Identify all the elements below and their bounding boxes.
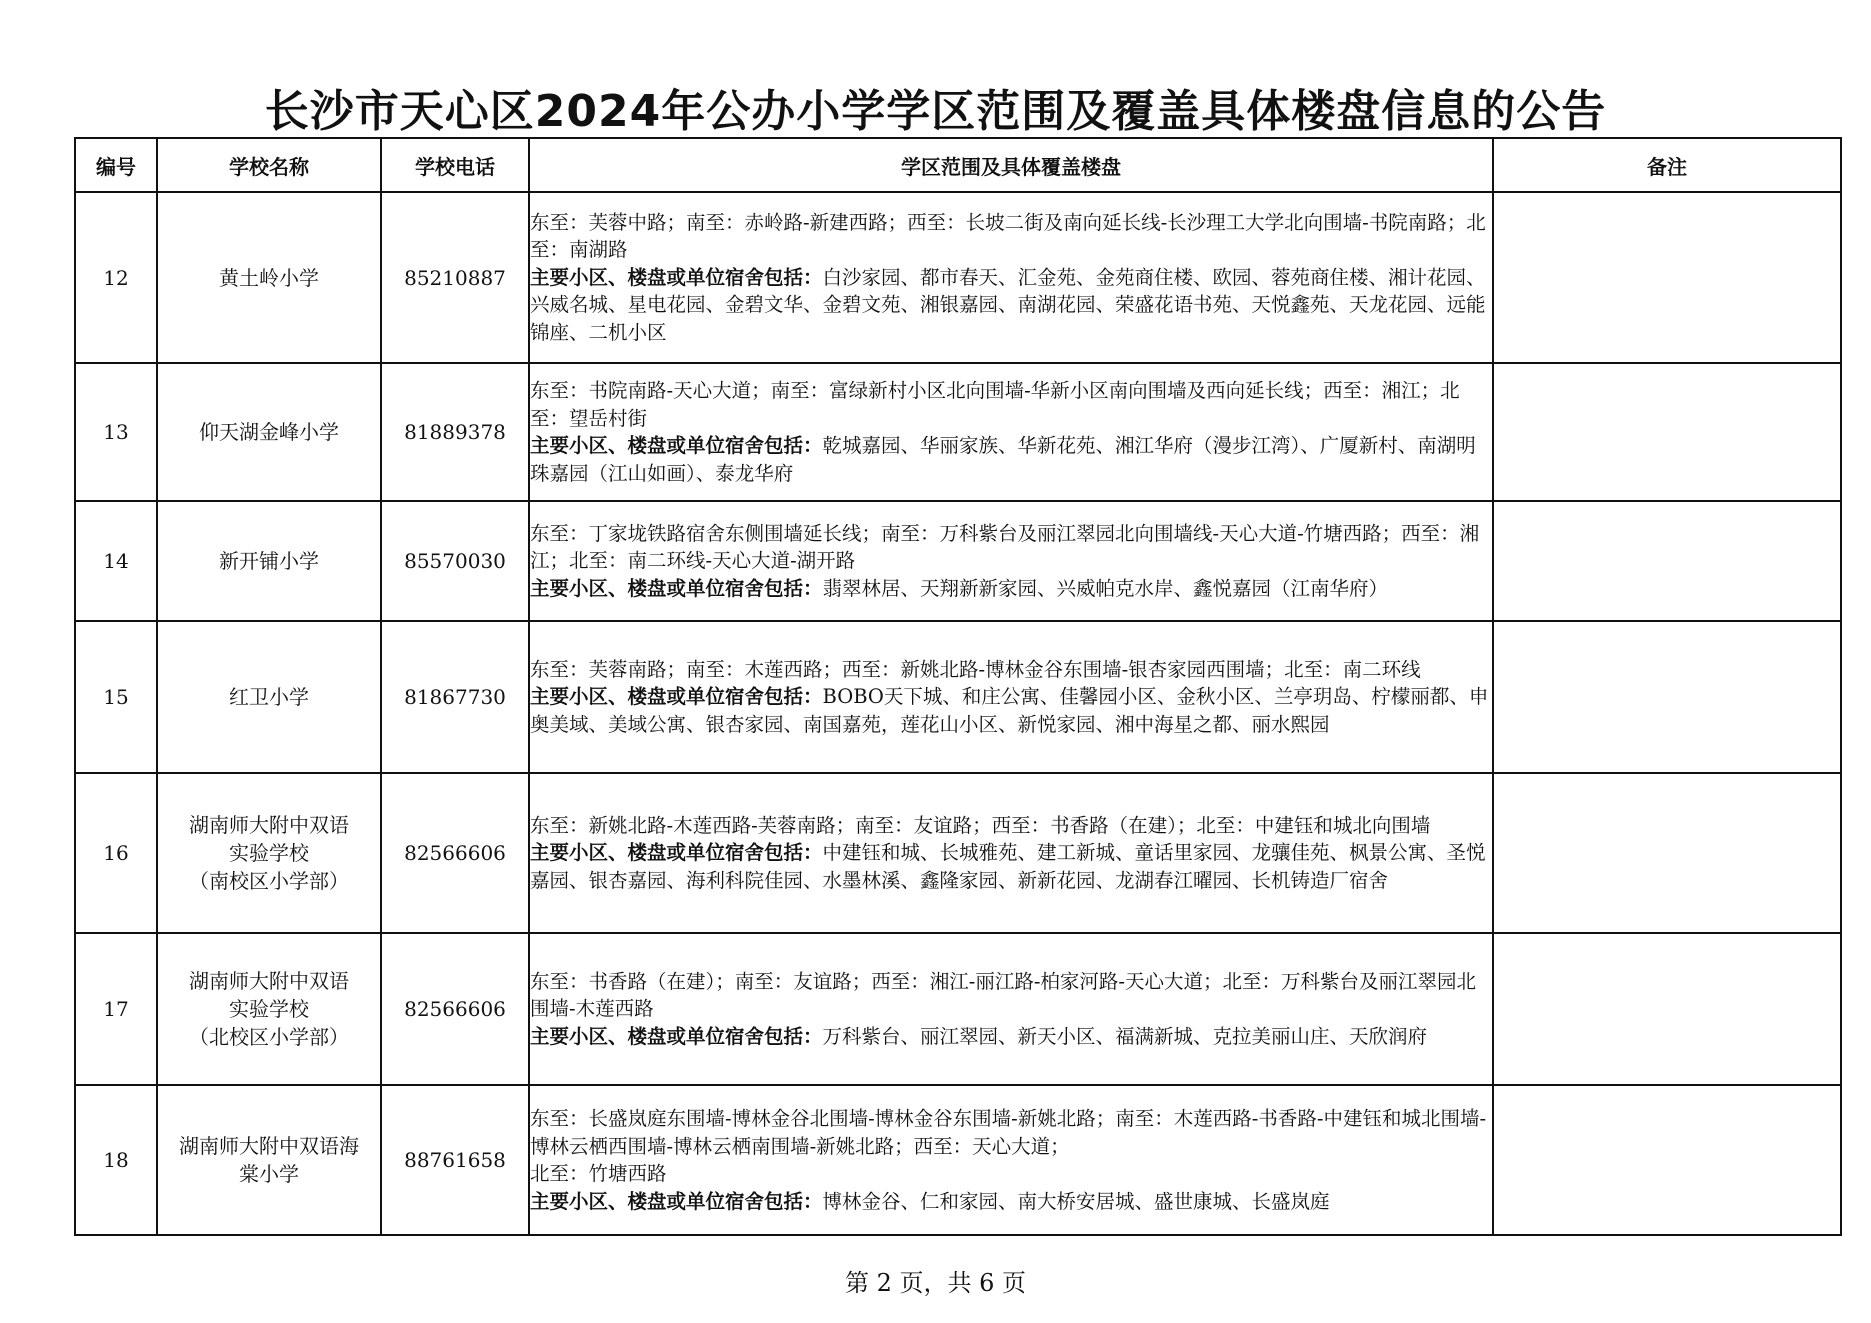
school-name-line: 红卫小学 [229, 685, 309, 709]
includes-label: 主要小区、楼盘或单位宿舍包括： [530, 1189, 823, 1213]
includes-label: 主要小区、楼盘或单位宿舍包括： [530, 434, 823, 457]
header-school-phone: 学校电话 [381, 138, 529, 192]
school-phone: 82566606 [381, 773, 529, 933]
school-name-line: 棠小学 [239, 1162, 299, 1186]
boundary-text: 东至：新姚北路-木莲西路-芙蓉南路；南至：友谊路；西至：书香路（在建）；北至：中建钰和城北向围墙 [530, 813, 1431, 837]
boundary-text: 东至：书香路（在建）；南至：友谊路；西至：湘江-丽江路-柏家河路-天心大道；北至：万科紫台及丽江翠园北围墙-木莲西路 [530, 969, 1477, 1021]
row-no: 18 [75, 1085, 157, 1235]
school-district-table [74, 137, 1842, 1236]
school-phone: 85570030 [381, 501, 529, 621]
header-no: 编号 [75, 138, 157, 192]
school-name [157, 1085, 381, 1235]
school-name-line: （南校区小学部） [189, 869, 349, 893]
includes-label: 主要小区、楼盘或单位宿舍包括： [530, 841, 823, 865]
table-row [75, 1085, 1841, 1235]
row-no: 15 [75, 621, 157, 773]
district-scope-cell [529, 501, 1493, 621]
remarks-cell [1493, 363, 1841, 501]
school-name [157, 621, 381, 773]
district-scope-cell [529, 933, 1493, 1085]
includes-text: BOBO天下城、和庄公寓、佳馨园小区、金秋小区、兰亭玥岛、柠檬丽都、申奥美域、美域公寓、银杏家园、南国嘉苑，莲花山小区、新悦家园、湘中海星之都、丽水熙园 [530, 685, 1489, 736]
includes-label: 主要小区、楼盘或单位宿舍包括： [530, 576, 823, 600]
remarks-cell [1493, 621, 1841, 773]
boundary-text: 东至：书院南路-天心大道；南至：富绿新村小区北向围墙-华新小区南向围墙及西向延长线；西至：湘江；北至：望岳村街 [530, 379, 1460, 430]
row-no: 16 [75, 773, 157, 933]
includes-label: 主要小区、楼盘或单位宿舍包括： [530, 265, 823, 289]
page-title: 长沙市天心区2024年公办小学学区范围及覆盖具体楼盘信息的公告 [264, 86, 1607, 137]
includes-text: 白沙家园、都市春天、汇金苑、金苑商住楼、欧园、蓉苑商住楼、湘计花园、兴威名城、星电花园、金碧文华、金碧文苑、湘银嘉园、南湖花园、荣盛花语书苑、天悦鑫苑、天龙花园、远能锦座、二机小区 [530, 265, 1486, 344]
includes-label: 主要小区、楼盘或单位宿舍包括： [530, 1024, 823, 1048]
includes-text: 翡翠林居、天翔新新家园、兴威帕克水岸、鑫悦嘉园（江南华府） [822, 576, 1389, 600]
school-name-line: 湖南师大附中双语 [189, 969, 349, 993]
district-scope-cell [529, 363, 1493, 501]
boundary-text: 东至：芙蓉中路；南至：赤岭路-新建西路；西至：长坡二街及南向延长线-长沙理工大学北向围墙-书院南路；北至：南湖路 [530, 210, 1486, 262]
district-scope-cell [529, 773, 1493, 933]
header-district-scope: 学区范围及具体覆盖楼盘 [529, 138, 1493, 192]
table-header-row [75, 138, 1841, 192]
boundary-text: 东至：长盛岚庭东围墙-博林金谷北围墙-博林金谷东围墙-新姚北路；南至：木莲西路-书香路-中建钰和城北围墙-博林云栖西围墙-博林云栖南围墙-新姚北路；西至：天心大道； [530, 1107, 1487, 1158]
school-name-line: 湖南师大附中双语 [189, 813, 349, 837]
includes-text: 博林金谷、仁和家园、南大桥安居城、盛世康城、长盛岚庭 [822, 1189, 1330, 1213]
school-phone: 81867730 [381, 621, 529, 773]
table-row [75, 773, 1841, 933]
district-scope-cell [529, 192, 1493, 363]
school-name [157, 192, 381, 363]
boundary-text: 东至：丁家垅铁路宿舍东侧围墙延长线；南至：万科紫台及丽江翠园北向围墙线-天心大道-竹塘西路；西至：湘江；北至：南二环线-天心大道-湖开路 [530, 521, 1480, 573]
district-scope-cell [529, 1085, 1493, 1235]
school-phone: 88761658 [381, 1085, 529, 1235]
page-footer: 第 2 页，共 6 页 [844, 1269, 1027, 1297]
table-row [75, 621, 1841, 773]
school-name [157, 363, 381, 501]
school-name-line: 湖南师大附中双语海 [179, 1134, 359, 1158]
includes-text: 万科紫台、丽江翠园、新天小区、福满新城、克拉美丽山庄、天欣润府 [822, 1024, 1428, 1048]
school-name [157, 773, 381, 933]
header-school-name: 学校名称 [157, 138, 381, 192]
school-name-line: （北校区小学部） [189, 1025, 349, 1049]
row-no: 14 [75, 501, 157, 621]
includes-label: 主要小区、楼盘或单位宿舍包括： [530, 685, 823, 709]
boundary-text: 东至：芙蓉南路；南至：木莲西路；西至：新姚北路-博林金谷东围墙-银杏家园西围墙；北至：南二环线 [530, 657, 1421, 681]
school-name-line: 实验学校 [229, 997, 309, 1021]
remarks-cell [1493, 933, 1841, 1085]
header-remarks: 备注 [1493, 138, 1841, 192]
school-name-line: 黄土岭小学 [219, 265, 319, 290]
includes-text: 乾城嘉园、华丽家族、华新花苑、湘江华府（漫步江湾）、广厦新村、南湖明珠嘉园（江山如画）、泰龙华府 [530, 434, 1476, 485]
district-scope-cell [529, 621, 1493, 773]
boundary-text-extra: 北至：竹塘西路 [530, 1162, 667, 1185]
school-phone: 82566606 [381, 933, 529, 1085]
remarks-cell [1493, 1085, 1841, 1235]
table-row [75, 501, 1841, 621]
school-name-line: 仰天湖金峰小学 [199, 420, 339, 444]
school-name-line: 新开铺小学 [219, 549, 319, 573]
row-no: 17 [75, 933, 157, 1085]
remarks-cell [1493, 773, 1841, 933]
school-name-line: 实验学校 [229, 841, 309, 865]
table-row [75, 933, 1841, 1085]
row-no: 12 [75, 192, 157, 363]
school-name [157, 501, 381, 621]
includes-text: 中建钰和城、长城雅苑、建工新城、童话里家园、龙骧佳苑、枫景公寓、圣悦嘉园、银杏嘉园、海利科院佳园、水墨林溪、鑫隆家园、新新花园、龙湖春江曜园、长机铸造厂宿舍 [530, 841, 1486, 892]
table-row [75, 363, 1841, 501]
school-phone: 85210887 [381, 192, 529, 363]
school-name [157, 933, 381, 1085]
row-no: 13 [75, 363, 157, 501]
remarks-cell [1493, 192, 1841, 363]
remarks-cell [1493, 501, 1841, 621]
school-phone: 81889378 [381, 363, 529, 501]
table-row [75, 192, 1841, 363]
